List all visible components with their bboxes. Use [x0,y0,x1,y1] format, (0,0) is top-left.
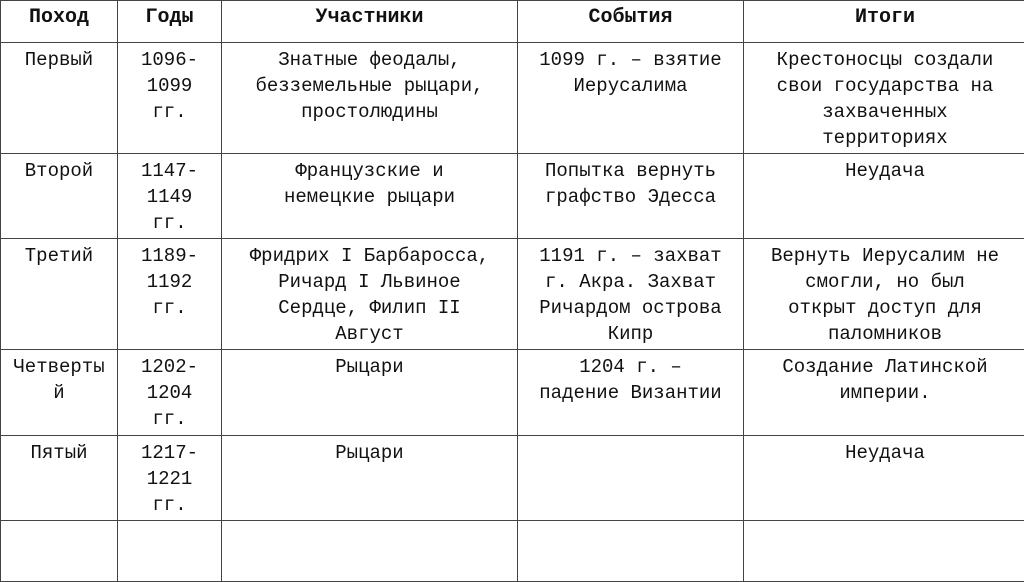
cell-results: Неудача [744,154,1024,239]
cell-years: 1096- 1099 гг. [118,43,222,154]
table-row [1,350,1024,436]
cell-years [118,521,222,582]
header-participants: Участники [222,1,518,43]
header-years: Годы [118,1,222,43]
cell-participants: Рыцари [222,350,518,436]
cell-campaign: Пятый [1,436,118,521]
cell-years: 1202- 1204 гг. [118,350,222,436]
cell-participants: Рыцари [222,436,518,521]
table-row [1,521,1024,582]
table-row [1,154,1024,239]
table-row [1,43,1024,154]
cell-events [518,521,744,582]
cell-campaign: Четверты й [1,350,118,436]
cell-results: Крестоносцы создали свои государства на захваченных территориях [744,43,1024,154]
header-campaign: Поход [1,1,118,43]
cell-campaign: Первый [1,43,118,154]
cell-results: Создание Латинской империи. [744,350,1024,436]
table-row [1,239,1024,350]
cell-results: Вернуть Иерусалим не смогли, но был открыт доступ для паломников [744,239,1024,350]
cell-campaign: Третий [1,239,118,350]
cell-results [744,521,1024,582]
cell-years: 1217- 1221 гг. [118,436,222,521]
header-row [1,1,1024,43]
cell-events: 1191 г. – захват г. Акра. Захват Ричардом острова Кипр [518,239,744,350]
table-row [1,436,1024,521]
cell-years: 1147- 1149 гг. [118,154,222,239]
cell-campaign [1,521,118,582]
cell-years: 1189- 1192 гг. [118,239,222,350]
header-results: Итоги [744,1,1024,43]
cell-participants [222,521,518,582]
cell-results: Неудача [744,436,1024,521]
table-header [1,1,1024,43]
cell-events: Попытка вернуть графство Эдесса [518,154,744,239]
cell-participants: Знатные феодалы, безземельные рыцари, простолюдины [222,43,518,154]
cell-participants: Фридрих I Барбаросса, Ричард I Львиное Сердце, Филип II Август [222,239,518,350]
cell-events: 1204 г. – падение Византии [518,350,744,436]
header-events: События [518,1,744,43]
cell-events [518,436,744,521]
cell-participants: Французские и немецкие рыцари [222,154,518,239]
cell-events: 1099 г. – взятие Иерусалима [518,43,744,154]
table-body [1,43,1024,582]
cell-campaign: Второй [1,154,118,239]
